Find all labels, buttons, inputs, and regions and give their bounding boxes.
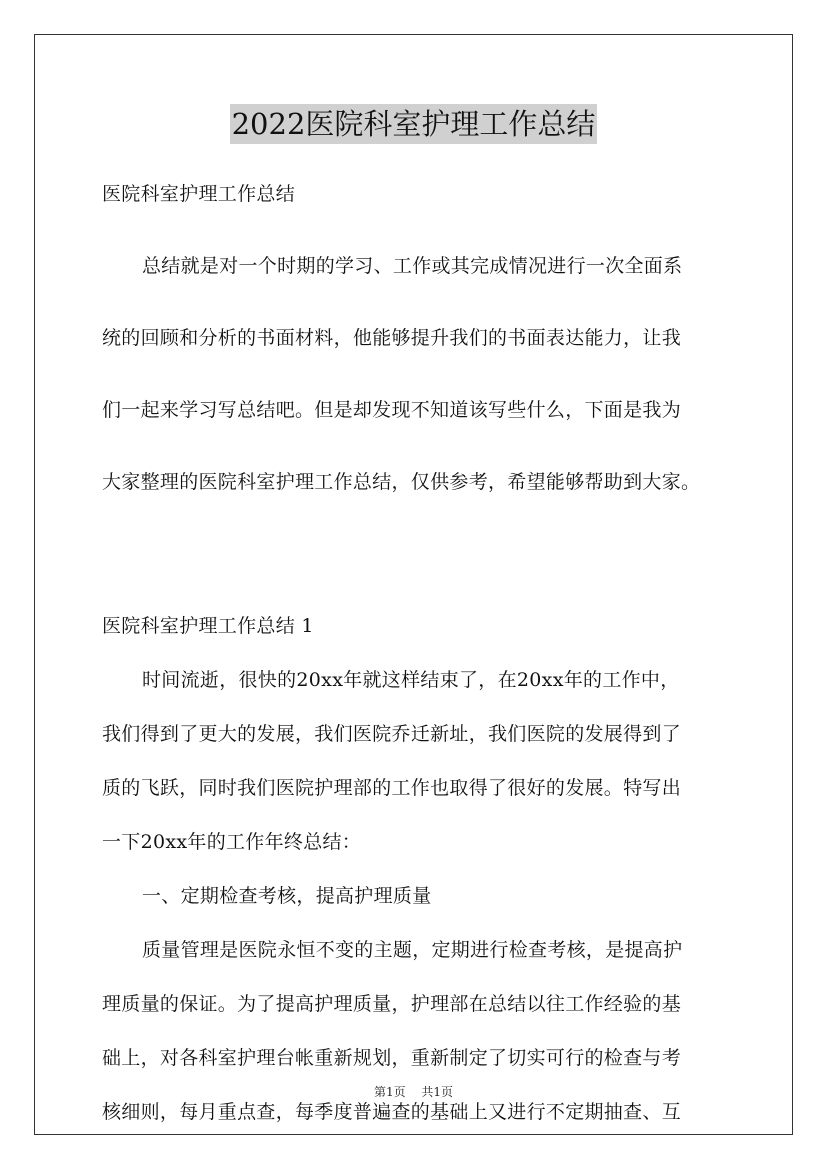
spacer: [102, 806, 742, 824]
intro-line: 们一起来学习写总结吧。但是却发现不知道该写些什么，下面是我为: [102, 399, 682, 421]
spacer: [102, 500, 742, 536]
intro-line: 统的回顾和分析的书面材料，他能够提升我们的书面表达能力，让我: [102, 327, 682, 349]
body-line: 础上，对各科室护理台帐重新规划，重新制定了切实可行的检查与考: [102, 1047, 682, 1069]
page-footer: [0, 1083, 827, 1100]
spacer: [102, 644, 742, 662]
document-subtitle: 医院科室护理工作总结: [102, 183, 296, 205]
section-line: 我们得到了更大的发展，我们医院乔迁新址，我们医院的发展得到了: [102, 723, 682, 745]
section-line: 时间流逝，很快的20xx年就这样结束了，在20xx年的工作中，: [142, 669, 680, 691]
spacer: [102, 968, 742, 986]
body-line: 质量管理是医院永恒不变的主题，定期进行检查考核，是提高护: [142, 939, 683, 961]
page-number: 第1页: [373, 1085, 406, 1099]
spacer: [102, 356, 742, 392]
document-body: [102, 176, 742, 1130]
page-total: 共1页: [421, 1085, 454, 1099]
spacer: [102, 428, 742, 464]
section-line: 质的飞跃，同时我们医院护理部的工作也取得了很好的发展。特写出: [102, 777, 682, 799]
body-line: 核细则，每月重点查，每季度普遍查的基础上又进行不定期抽查、互: [102, 1101, 682, 1123]
document-title: 2022医院科室护理工作总结: [230, 104, 598, 144]
spacer: [102, 860, 742, 878]
spacer: [102, 536, 742, 572]
spacer: [102, 752, 742, 770]
spacer: [102, 572, 742, 608]
body-line: 理质量的保证。为了提高护理质量，护理部在总结以往工作经验的基: [102, 993, 682, 1015]
intro-line: 总结就是对一个时期的学习、工作或其完成情况进行一次全面系: [142, 255, 683, 277]
spacer: [102, 212, 742, 248]
intro-line: 大家整理的医院科室护理工作总结，仅供参考，希望能够帮助到大家。: [102, 471, 701, 493]
title-container: [0, 104, 827, 144]
spacer: [102, 1022, 742, 1040]
subheading: 一、定期检查考核，提高护理质量: [142, 885, 432, 907]
spacer: [102, 284, 742, 320]
section-heading: 医院科室护理工作总结 1: [102, 615, 314, 637]
spacer: [102, 698, 742, 716]
section-line: 一下20xx年的工作年终总结：: [102, 831, 362, 853]
spacer: [102, 914, 742, 932]
